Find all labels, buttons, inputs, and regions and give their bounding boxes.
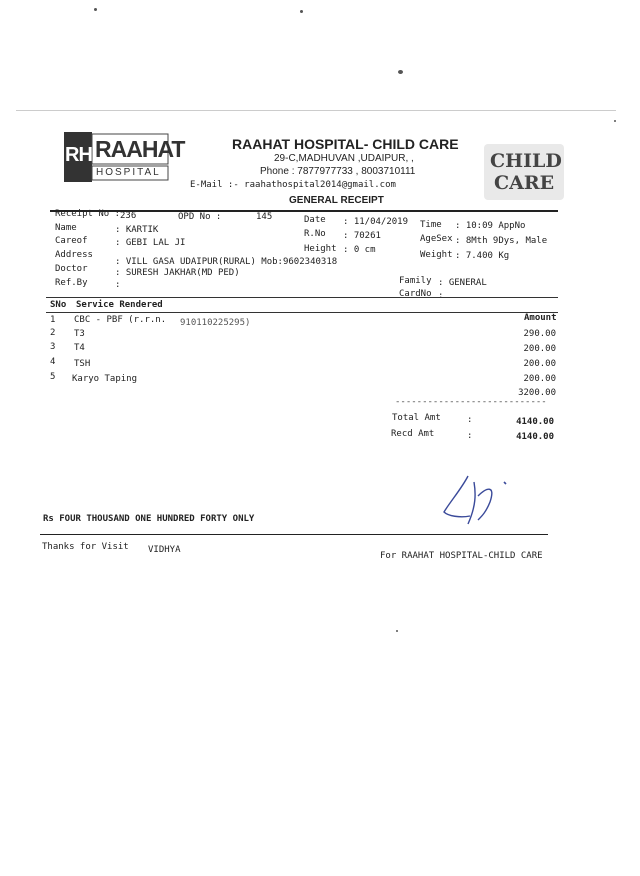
table-row-service: CBC - PBF (r.r.n.	[74, 315, 167, 325]
doctor-value: : SURESH JAKHAR(MD PED)	[115, 268, 240, 278]
issued-by-user: VIDHYA	[148, 545, 181, 555]
weight-value: : 7.400 Kg	[455, 251, 510, 261]
table-row-service: T3	[74, 329, 85, 339]
received-amount-value: 4140.00	[516, 432, 554, 442]
total-amount-value: 4140.00	[516, 417, 554, 427]
table-row-sno: 2	[50, 328, 56, 338]
child-care-logo	[484, 144, 564, 200]
received-amount-label: Recd Amt	[391, 429, 435, 439]
signature-graphic	[438, 472, 518, 528]
hospital-email: E-Mail :- raahathospital2014@gmail.com	[190, 180, 396, 190]
doctor-label: Doctor	[55, 264, 88, 274]
table-row-amount: 200.00	[523, 359, 556, 369]
logo-initials: RH	[65, 144, 92, 166]
table-row-sno: 5	[50, 372, 56, 382]
scan-speck	[94, 8, 97, 11]
scan-speck	[300, 10, 303, 13]
careof-value: : GEBI LAL JI	[115, 238, 186, 248]
time-value: : 10:09 AppNo	[455, 221, 526, 231]
table-row-sno: 3	[50, 342, 56, 352]
opd-no-label: OPD No :	[178, 212, 222, 222]
agesex-value: : 8Mth 9Dys, Male	[455, 236, 548, 246]
opd-no-value: 145	[256, 212, 273, 222]
logo-word-hospital: HOSPITAL	[96, 167, 161, 178]
hospital-address: 29-C,MADHUVAN ,UDAIPUR, ,	[274, 153, 414, 164]
refby-value: :	[115, 280, 121, 290]
for-hospital-signatory: For RAAHAT HOSPITAL-CHILD CARE	[380, 551, 543, 561]
logo-word-child: CHILD	[490, 150, 562, 172]
cardno-value: :	[438, 291, 444, 301]
rno-label: R.No	[304, 229, 326, 239]
address-label: Address	[55, 250, 93, 260]
received-amount-colon: :	[467, 431, 473, 441]
table-row-amount: 290.00	[523, 329, 556, 339]
table-row-sno: 4	[50, 357, 56, 367]
dash-separator: ----------------------------	[395, 397, 547, 407]
table-header-rule	[46, 312, 558, 313]
table-header-amount: Amount	[524, 313, 557, 323]
scan-speck	[614, 120, 616, 122]
hospital-logo	[64, 132, 185, 182]
table-row-sno: 1	[50, 315, 56, 325]
receipt-no-label: Receipt No :	[55, 209, 121, 219]
receipt-type: GENERAL RECEIPT	[289, 195, 384, 206]
footer-rule	[40, 534, 548, 535]
table-row-service: Karyo Taping	[72, 374, 138, 384]
logo-word-raahat: RAAHAT	[95, 136, 185, 162]
receipt-no-value: 236	[120, 211, 137, 221]
cardno-label: CardNo	[399, 289, 432, 299]
height-label: Height	[304, 244, 337, 254]
logo-word-care: CARE	[494, 172, 555, 194]
table-header-service: Service Rendered	[76, 300, 163, 310]
date-value: : 11/04/2019	[343, 217, 409, 227]
table-row-ref: 910110225295)	[180, 318, 251, 328]
rno-value: : 70261	[343, 231, 381, 241]
family-label: Family	[399, 276, 432, 286]
time-label: Time	[420, 220, 442, 230]
table-header-sno: SNo	[50, 300, 67, 310]
scan-speck	[398, 70, 403, 74]
receipt-top-border	[16, 110, 616, 111]
total-amount-label: Total Amt	[392, 413, 441, 423]
date-label: Date	[304, 215, 326, 225]
extra-amount: 3200.00	[518, 388, 556, 398]
hospital-name: RAAHAT HOSPITAL- CHILD CARE	[232, 136, 459, 152]
table-row-amount: 200.00	[523, 344, 556, 354]
hospital-phone: Phone : 7877977733 , 8003710111	[260, 166, 416, 177]
weight-label: Weight	[420, 250, 453, 260]
table-row-amount: 200.00	[523, 374, 556, 384]
table-top-rule	[46, 297, 558, 298]
height-value: : 0 cm	[343, 245, 376, 255]
name-value: : KARTIK	[115, 225, 159, 235]
family-value: : GENERAL	[438, 278, 487, 288]
refby-label: Ref.By	[55, 278, 88, 288]
address-value: : VILL GASA UDAIPUR(RURAL) Mob:9602340318	[115, 257, 338, 267]
table-row-service: TSH	[74, 359, 91, 369]
scan-speck	[396, 630, 398, 632]
agesex-label: AgeSex	[420, 234, 453, 244]
careof-label: Careof	[55, 236, 88, 246]
total-amount-colon: :	[467, 415, 473, 425]
name-label: Name	[55, 223, 77, 233]
thanks-note: Thanks for Visit	[42, 542, 129, 552]
table-row-service: T4	[74, 343, 85, 353]
amount-in-words: Rs FOUR THOUSAND ONE HUNDRED FORTY ONLY	[43, 514, 255, 524]
